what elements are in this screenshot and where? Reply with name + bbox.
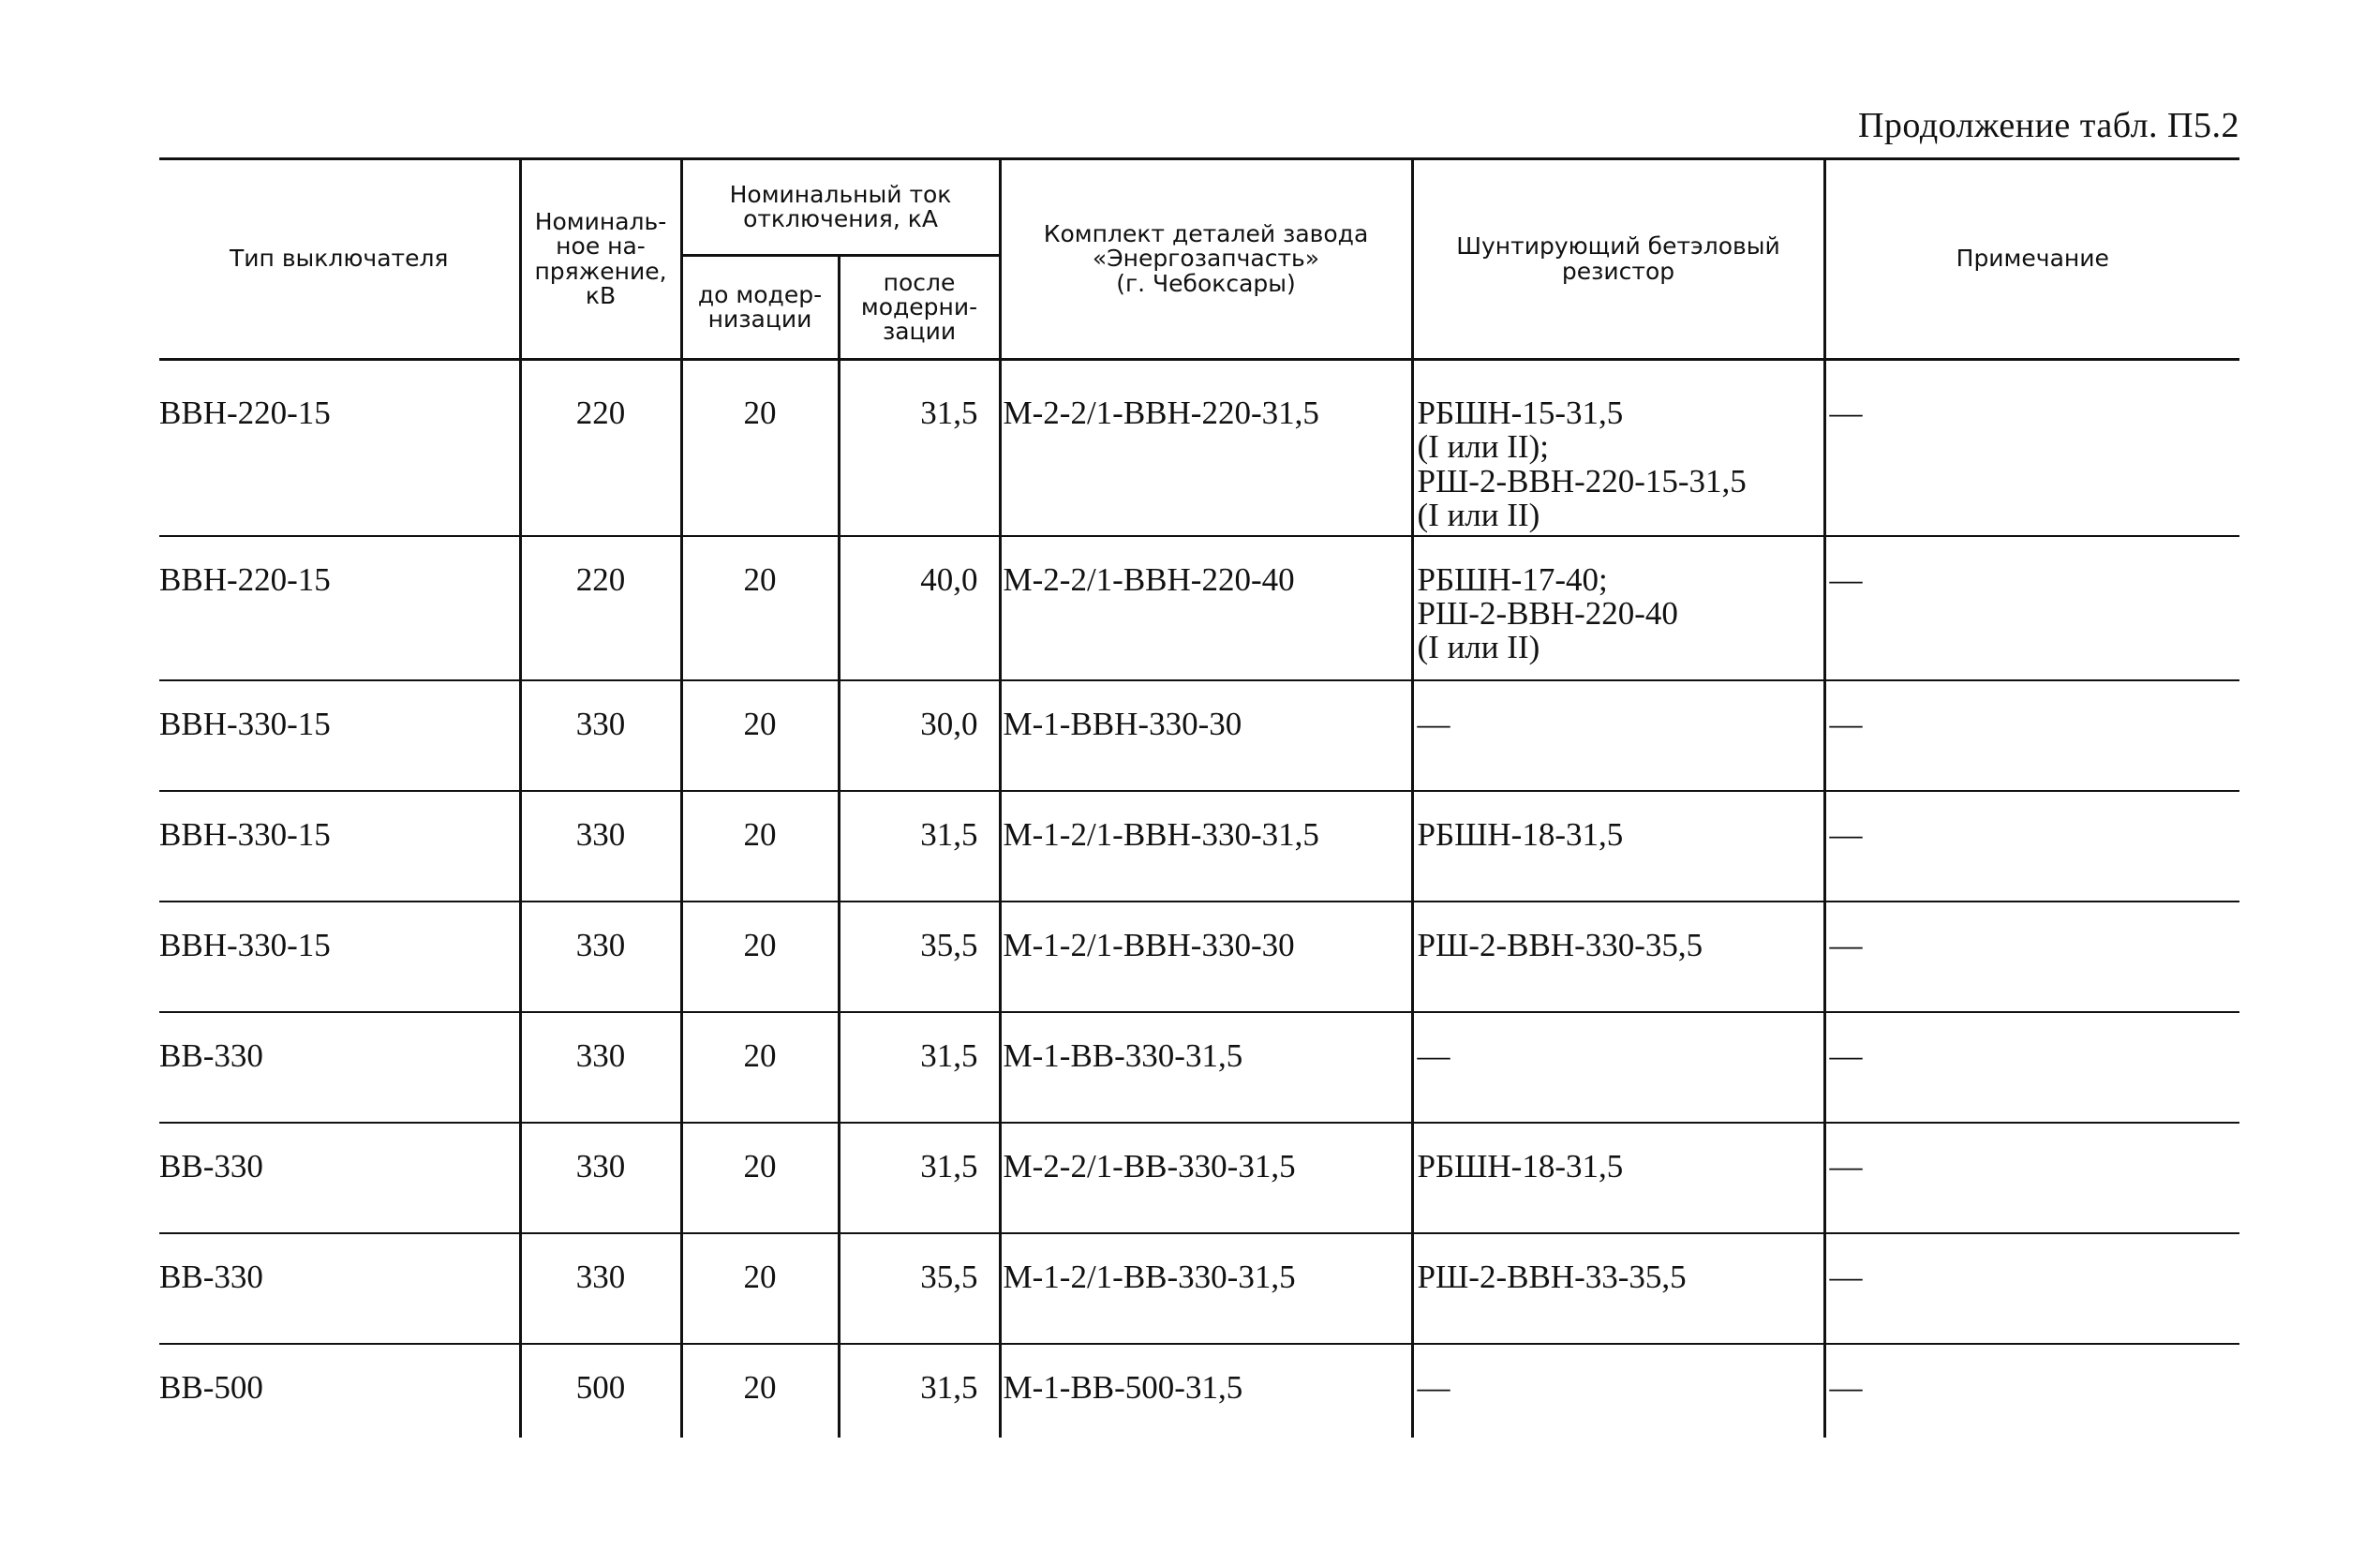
cell-before: 20	[681, 536, 839, 680]
table-row	[159, 1344, 2239, 1438]
cell-type: ВВН-330-15	[159, 680, 520, 791]
table-row	[159, 536, 2239, 680]
cell-type: ВВ-500	[159, 1344, 520, 1438]
table-row	[159, 1123, 2239, 1233]
cell-type: ВВН-330-15	[159, 902, 520, 1012]
table-header	[159, 159, 2239, 360]
header-note	[1824, 159, 2239, 360]
table-caption: Продолжение табл. П5.2	[1857, 106, 2239, 145]
table-row	[159, 902, 2239, 1012]
resistor-line: РБШН-17-40;	[1417, 560, 1608, 598]
cell-resistor	[1412, 902, 1824, 1012]
resistor-line: (I или II)	[1417, 497, 1540, 534]
cell-type: ВВ-330	[159, 1012, 520, 1123]
cell-note: —	[1824, 902, 2239, 1012]
cell-note: —	[1824, 1344, 2239, 1438]
cell-resistor	[1412, 1344, 1824, 1438]
header-voltage-label: Номиналь- ное на- пряжение, кВ	[534, 208, 667, 309]
cell-before: 20	[681, 1012, 839, 1123]
cell-kit: М-1-ВВН-330-30	[1000, 680, 1412, 791]
cell-after: 31,5	[839, 360, 1000, 536]
cell-resistor	[1412, 791, 1824, 902]
cell-type: ВВ-330	[159, 1233, 520, 1344]
header-after-label: после модерни- зации	[860, 268, 978, 346]
cell-before: 20	[681, 902, 839, 1012]
resistor-line: РБШН-18-31,5	[1417, 1147, 1624, 1185]
resistor-line: РШ-2-ВВН-220-15-31,5	[1417, 462, 1747, 499]
header-resistor	[1412, 159, 1824, 360]
cell-type: ВВН-330-15	[159, 791, 520, 902]
cell-resistor	[1412, 1012, 1824, 1123]
resistor-line: —	[1417, 1036, 1450, 1074]
cell-voltage: 220	[520, 536, 681, 680]
header-current-group	[681, 159, 1000, 256]
header-type	[159, 159, 520, 360]
resistor-line: РШ-2-ВВН-220-40	[1417, 594, 1678, 632]
cell-resistor	[1412, 536, 1824, 680]
cell-after: 35,5	[839, 1233, 1000, 1344]
cell-kit: М-1-2/1-ВВН-330-31,5	[1000, 791, 1412, 902]
cell-after: 30,0	[839, 680, 1000, 791]
cell-after: 40,0	[839, 536, 1000, 680]
cell-voltage: 330	[520, 680, 681, 791]
cell-kit: М-2-2/1-ВВН-220-31,5	[1000, 360, 1412, 536]
cell-before: 20	[681, 791, 839, 902]
cell-note: —	[1824, 1012, 2239, 1123]
table-row	[159, 1012, 2239, 1123]
cell-note: —	[1824, 1233, 2239, 1344]
cell-type: ВВ-330	[159, 1123, 520, 1233]
resistor-line: РШ-2-ВВН-330-35,5	[1417, 926, 1703, 963]
resistor-line: РБШН-15-31,5	[1417, 395, 1624, 431]
resistor-line: РБШН-18-31,5	[1417, 815, 1624, 853]
header-current-label: Номинальный ток отключения, кА	[729, 180, 952, 232]
cell-voltage: 330	[520, 791, 681, 902]
cell-resistor	[1412, 1123, 1824, 1233]
cell-before: 20	[681, 1233, 839, 1344]
cell-kit: М-2-2/1-ВВ-330-31,5	[1000, 1123, 1412, 1233]
cell-after: 31,5	[839, 1344, 1000, 1438]
cell-note: —	[1824, 680, 2239, 791]
header-kit-label: Комплект деталей завода «Энергозапчасть» (г. Чебоксары)	[1043, 220, 1369, 297]
header-after	[839, 256, 1000, 360]
cell-type: ВВН-220-15	[159, 360, 520, 536]
header-note-label: Примечание	[1956, 245, 2109, 273]
resistor-line: —	[1417, 705, 1450, 742]
cell-kit: М-1-ВВ-330-31,5	[1000, 1012, 1412, 1123]
cell-voltage: 330	[520, 1233, 681, 1344]
table-row	[159, 360, 2239, 536]
cell-resistor	[1412, 680, 1824, 791]
header-kit	[1000, 159, 1412, 360]
resistor-line: —	[1417, 1368, 1450, 1406]
table-row	[159, 680, 2239, 791]
header-before	[681, 256, 839, 360]
cell-before: 20	[681, 680, 839, 791]
table-body	[159, 360, 2239, 1438]
cell-voltage: 500	[520, 1344, 681, 1438]
cell-kit: М-1-ВВ-500-31,5	[1000, 1344, 1412, 1438]
cell-voltage: 220	[520, 360, 681, 536]
cell-after: 35,5	[839, 902, 1000, 1012]
cell-voltage: 330	[520, 1012, 681, 1123]
resistor-line: РШ-2-ВВН-33-35,5	[1417, 1258, 1687, 1295]
cell-after: 31,5	[839, 1012, 1000, 1123]
cell-resistor	[1412, 360, 1824, 536]
cell-after: 31,5	[839, 791, 1000, 902]
cell-kit: М-1-2/1-ВВ-330-31,5	[1000, 1233, 1412, 1344]
cell-before: 20	[681, 1344, 839, 1438]
cell-note: —	[1824, 536, 2239, 680]
cell-note: —	[1824, 360, 2239, 536]
breaker-table	[159, 157, 2239, 1438]
header-type-label: Тип выключателя	[230, 245, 449, 273]
cell-voltage: 330	[520, 902, 681, 1012]
table-row	[159, 1233, 2239, 1344]
cell-after: 31,5	[839, 1123, 1000, 1233]
cell-resistor	[1412, 1233, 1824, 1344]
resistor-line: (I или II);	[1417, 428, 1549, 466]
cell-kit: М-2-2/1-ВВН-220-40	[1000, 536, 1412, 680]
resistor-line: (I или II)	[1417, 629, 1540, 666]
cell-note: —	[1824, 1123, 2239, 1233]
header-voltage	[520, 159, 681, 360]
cell-before: 20	[681, 1123, 839, 1233]
header-resistor-label: Шунтирующий бетэловый резистор	[1456, 232, 1780, 285]
cell-kit: М-1-2/1-ВВН-330-30	[1000, 902, 1412, 1012]
cell-note: —	[1824, 791, 2239, 902]
table-row	[159, 791, 2239, 902]
data-table	[159, 157, 2239, 1438]
cell-voltage: 330	[520, 1123, 681, 1233]
cell-type: ВВН-220-15	[159, 536, 520, 680]
cell-before: 20	[681, 360, 839, 536]
header-before-label: до модер- низации	[697, 280, 823, 333]
